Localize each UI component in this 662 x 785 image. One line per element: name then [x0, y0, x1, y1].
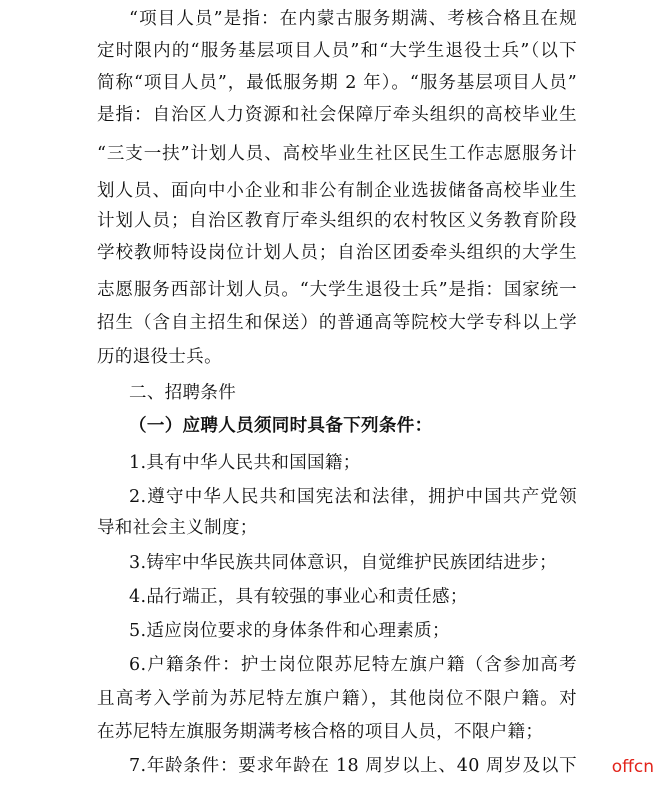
- watermark-logo: offcn: [611, 757, 654, 777]
- paragraph-line: 在苏尼特左旗服务期满考核合格的项目人员，不限户籍；: [97, 722, 544, 742]
- section-heading: 二、招聘条件: [129, 383, 237, 403]
- condition-item-6: 6.户籍条件：护士岗位限苏尼特左旗户籍（含参加高考: [129, 655, 577, 675]
- paragraph-line: 定时限内的“服务基层项目人员”和“大学生退役士兵”（以下: [97, 41, 577, 61]
- paragraph-line: 简称“项目人员”，最低服务期 2 年）。“服务基层项目人员”: [97, 73, 577, 93]
- paragraph-line: 招生（含自主招生和保送）的普通高等院校大学专科以上学: [97, 313, 577, 333]
- paragraph-line: “项目人员”是指：在内蒙古服务期满、考核合格且在规: [129, 9, 577, 29]
- condition-item-3: 3.铸牢中华民族共同体意识，自觉维护民族团结进步；: [129, 553, 557, 573]
- paragraph-line: 导和社会主义制度；: [97, 518, 258, 538]
- paragraph-line: 计划人员；自治区教育厅牵头组织的农村牧区义务教育阶段: [97, 211, 577, 231]
- paragraph-line: 且高考入学前为苏尼特左旗户籍），其他岗位不限户籍。对: [97, 689, 577, 709]
- condition-item-4: 4.品行端正，具有较强的事业心和责任感；: [129, 587, 468, 607]
- paragraph-line: 志愿服务西部计划人员。“大学生退役士兵”是指：国家统一: [97, 280, 577, 300]
- condition-item-1: 1.具有中华人民共和国国籍；: [129, 453, 361, 473]
- paragraph-line: 历的退役士兵。: [97, 347, 222, 367]
- condition-item-7: 7.年龄条件：要求年龄在 18 周岁以上、40 周岁及以下: [129, 756, 577, 776]
- paragraph-line: “三支一扶”计划人员、高校毕业生社区民生工作志愿服务计: [97, 144, 577, 164]
- condition-item-2: 2.遵守中华人民共和国宪法和法律，拥护中国共产党领: [129, 487, 577, 507]
- subsection-heading: （一）应聘人员须同时具备下列条件：: [129, 416, 433, 436]
- paragraph-line: 学校教师特设岗位计划人员；自治区团委牵头组织的大学生: [97, 243, 577, 263]
- condition-item-5: 5.适应岗位要求的身体条件和心理素质；: [129, 621, 450, 641]
- paragraph-line: 划人员、面向中小企业和非公有制企业选拔储备高校毕业生: [97, 181, 577, 201]
- paragraph-line: 是指：自治区人力资源和社会保障厅牵头组织的高校毕业生: [97, 105, 577, 125]
